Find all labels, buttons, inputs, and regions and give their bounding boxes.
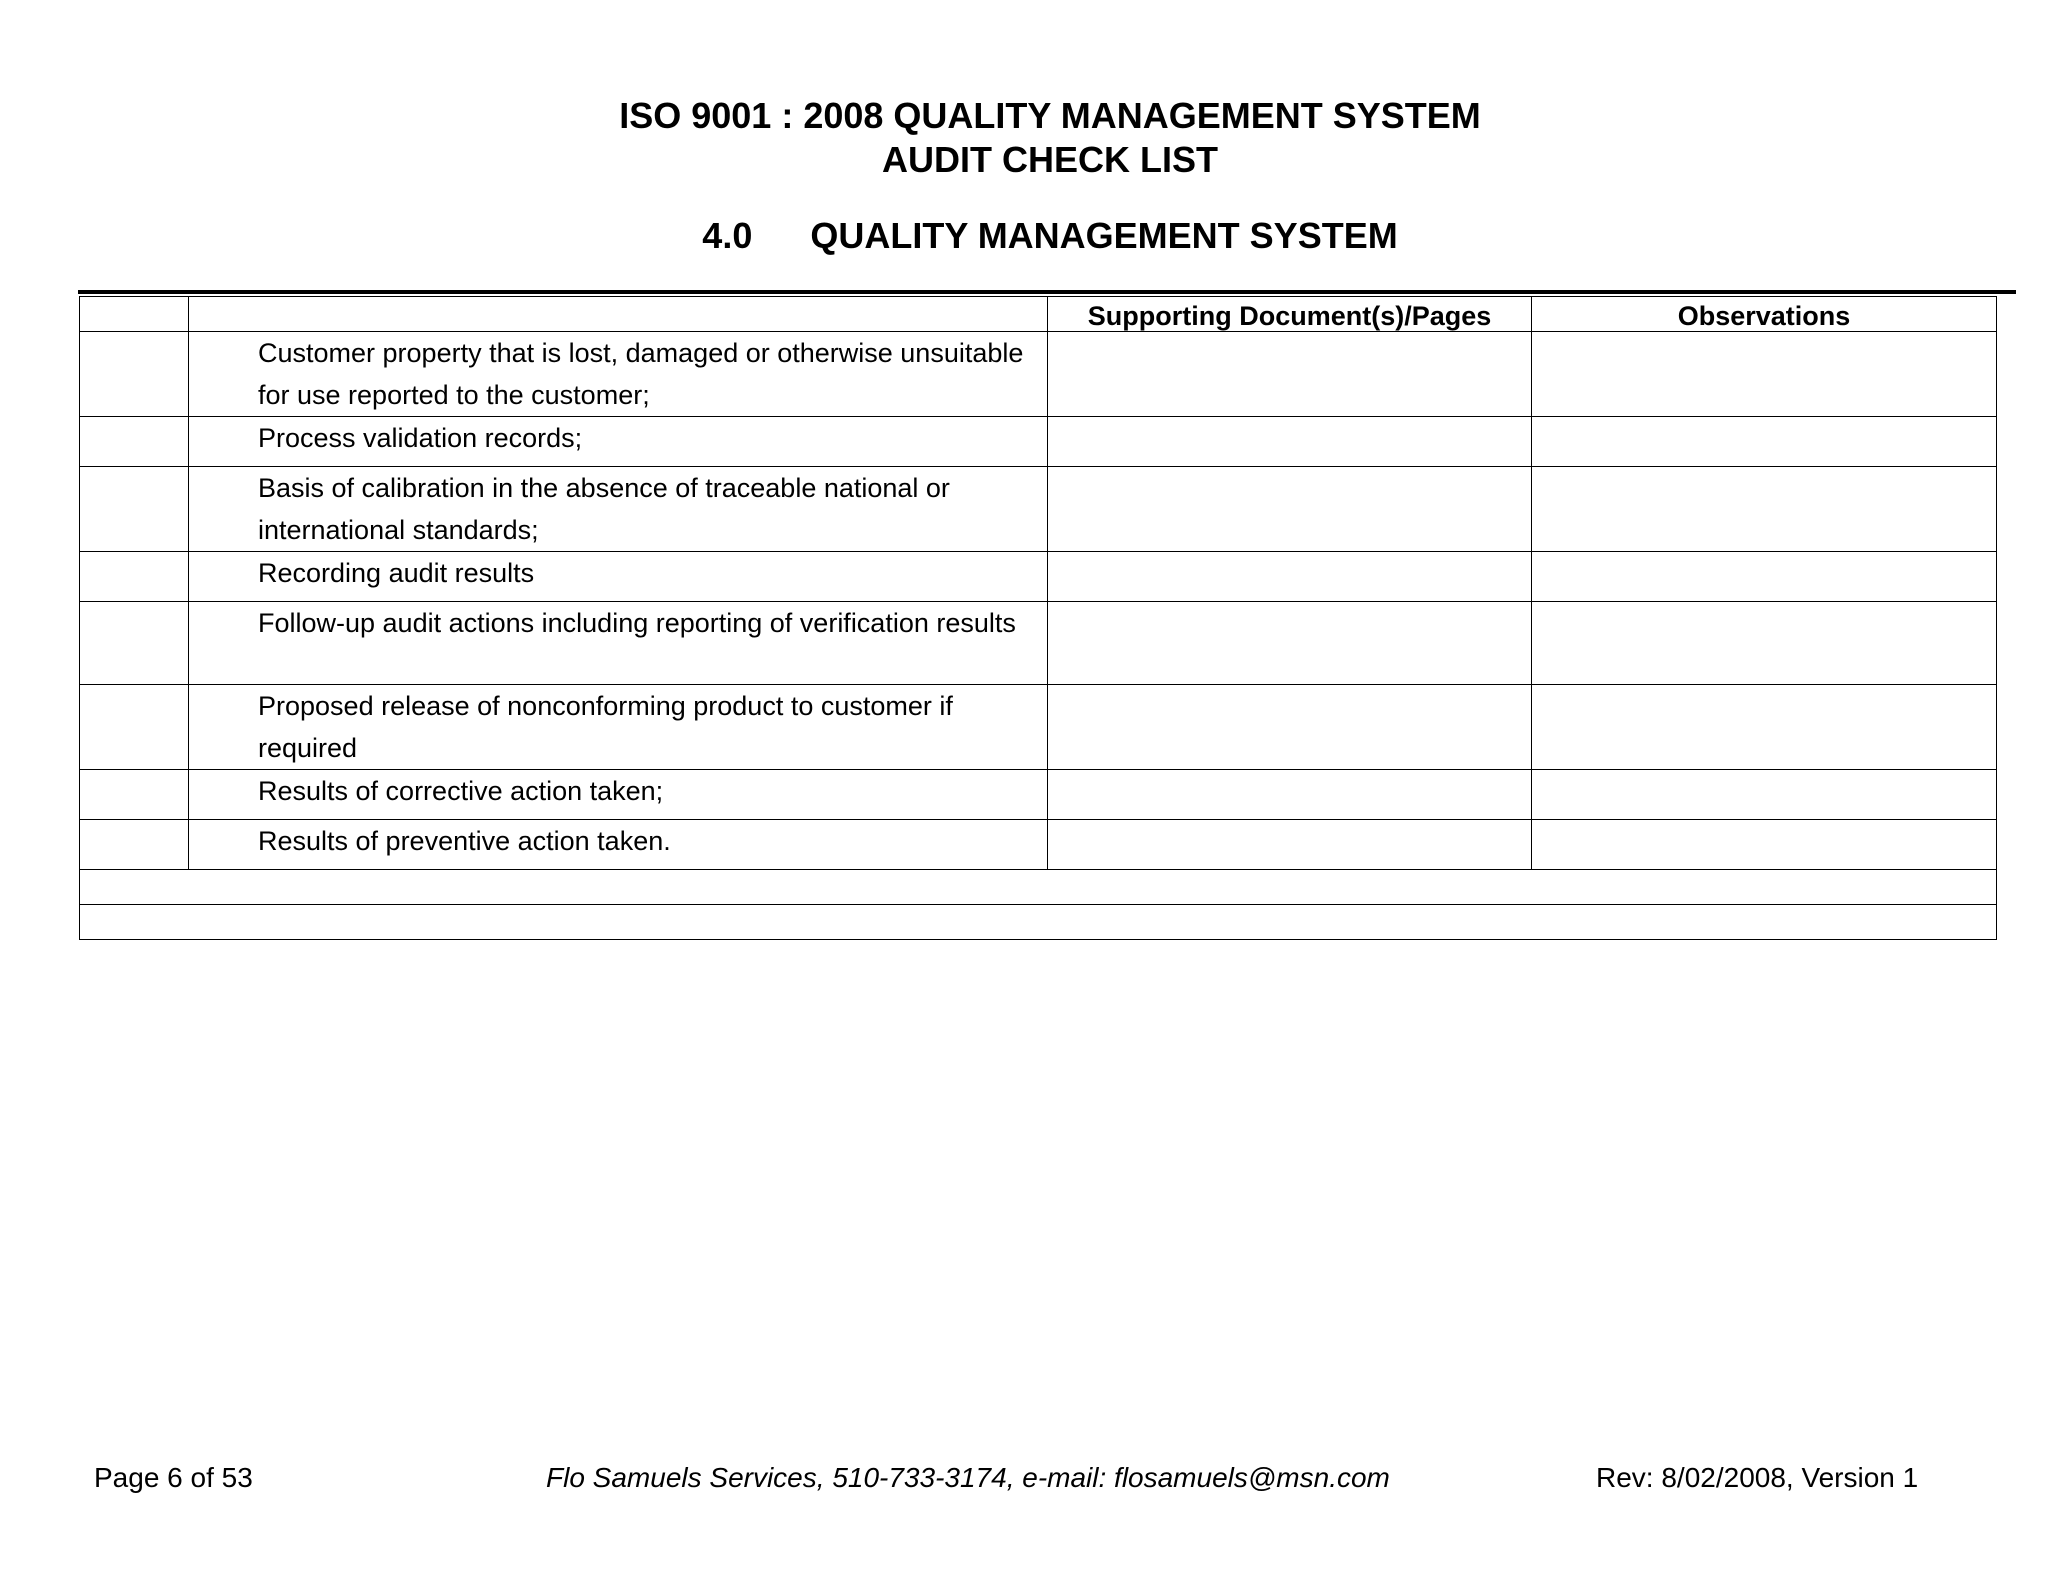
blank-row xyxy=(80,905,1997,940)
requirement-text: Proposed release of nonconforming product to customer if required xyxy=(258,691,953,763)
table-row xyxy=(80,332,1997,417)
requirement-cell xyxy=(189,417,1048,467)
header-item-number xyxy=(80,297,189,332)
item-number-cell[interactable] xyxy=(80,820,189,870)
header-requirement xyxy=(189,297,1048,332)
header-supporting-documents: Supporting Document(s)/Pages xyxy=(1048,297,1532,332)
requirement-cell xyxy=(189,685,1048,770)
requirement-text: Results of corrective action taken; xyxy=(258,776,664,806)
observations-cell[interactable] xyxy=(1532,602,1997,685)
observations-cell[interactable] xyxy=(1532,332,1997,417)
requirement-cell xyxy=(189,820,1048,870)
blank-cell[interactable] xyxy=(80,905,1997,940)
observations-cell[interactable] xyxy=(1532,417,1997,467)
requirement-cell xyxy=(189,602,1048,685)
table-row xyxy=(80,467,1997,552)
table-row xyxy=(80,820,1997,870)
blank-row xyxy=(80,870,1997,905)
item-number-cell[interactable] xyxy=(80,770,189,820)
blank-cell[interactable] xyxy=(80,870,1997,905)
table-row xyxy=(80,552,1997,602)
table-row xyxy=(80,602,1997,685)
table-row xyxy=(80,770,1997,820)
item-number-cell[interactable] xyxy=(80,467,189,552)
supporting-documents-cell[interactable] xyxy=(1048,552,1532,602)
header-observations: Observations xyxy=(1532,297,1997,332)
requirement-text: Customer property that is lost, damaged or otherwise unsuitable for use reported to the customer; xyxy=(258,338,1024,410)
requirement-text: Follow-up audit actions including reporting of verification results xyxy=(258,608,1016,638)
supporting-documents-cell[interactable] xyxy=(1048,770,1532,820)
requirement-cell xyxy=(189,552,1048,602)
observations-cell[interactable] xyxy=(1532,467,1997,552)
item-number-cell[interactable] xyxy=(80,552,189,602)
section-heading xyxy=(0,216,2048,256)
footer-revision: Rev: 8/02/2008, Version 1 xyxy=(1596,1462,1919,1493)
document-title: ISO 9001 : 2008 QUALITY MANAGEMENT SYSTEM xyxy=(619,95,1481,136)
requirement-text: Results of preventive action taken. xyxy=(258,826,671,856)
supporting-documents-cell[interactable] xyxy=(1048,820,1532,870)
header-rule xyxy=(78,290,2016,294)
observations-cell[interactable] xyxy=(1532,685,1997,770)
supporting-documents-cell[interactable] xyxy=(1048,332,1532,417)
document-subtitle: AUDIT CHECK LIST xyxy=(882,139,1218,180)
item-number-cell[interactable] xyxy=(80,417,189,467)
requirement-text: Recording audit results xyxy=(258,558,535,588)
requirement-cell xyxy=(189,332,1048,417)
item-number-cell[interactable] xyxy=(80,602,189,685)
requirement-text: Process validation records; xyxy=(258,423,583,453)
table-row xyxy=(80,417,1997,467)
item-number-cell[interactable] xyxy=(80,685,189,770)
supporting-documents-cell[interactable] xyxy=(1048,417,1532,467)
observations-cell[interactable] xyxy=(1532,552,1997,602)
footer-contact: Flo Samuels Services, 510-733-3174, e-mail: flosamuels@msn.com xyxy=(546,1462,1390,1493)
item-number-cell[interactable] xyxy=(80,332,189,417)
section-number: 4.0 xyxy=(702,215,753,256)
section-title: QUALITY MANAGEMENT SYSTEM xyxy=(810,215,1398,256)
requirement-text: Basis of calibration in the absence of traceable national or international standards; xyxy=(258,473,950,545)
observations-cell[interactable] xyxy=(1532,820,1997,870)
supporting-documents-cell[interactable] xyxy=(1048,602,1532,685)
observations-cell[interactable] xyxy=(1532,770,1997,820)
audit-checklist-table xyxy=(79,296,1997,940)
requirement-cell xyxy=(189,770,1048,820)
supporting-documents-cell[interactable] xyxy=(1048,467,1532,552)
table-header-row xyxy=(80,297,1997,332)
supporting-documents-cell[interactable] xyxy=(1048,685,1532,770)
footer-page-number: Page 6 of 53 xyxy=(94,1462,253,1493)
table-row xyxy=(80,685,1997,770)
requirement-cell xyxy=(189,467,1048,552)
